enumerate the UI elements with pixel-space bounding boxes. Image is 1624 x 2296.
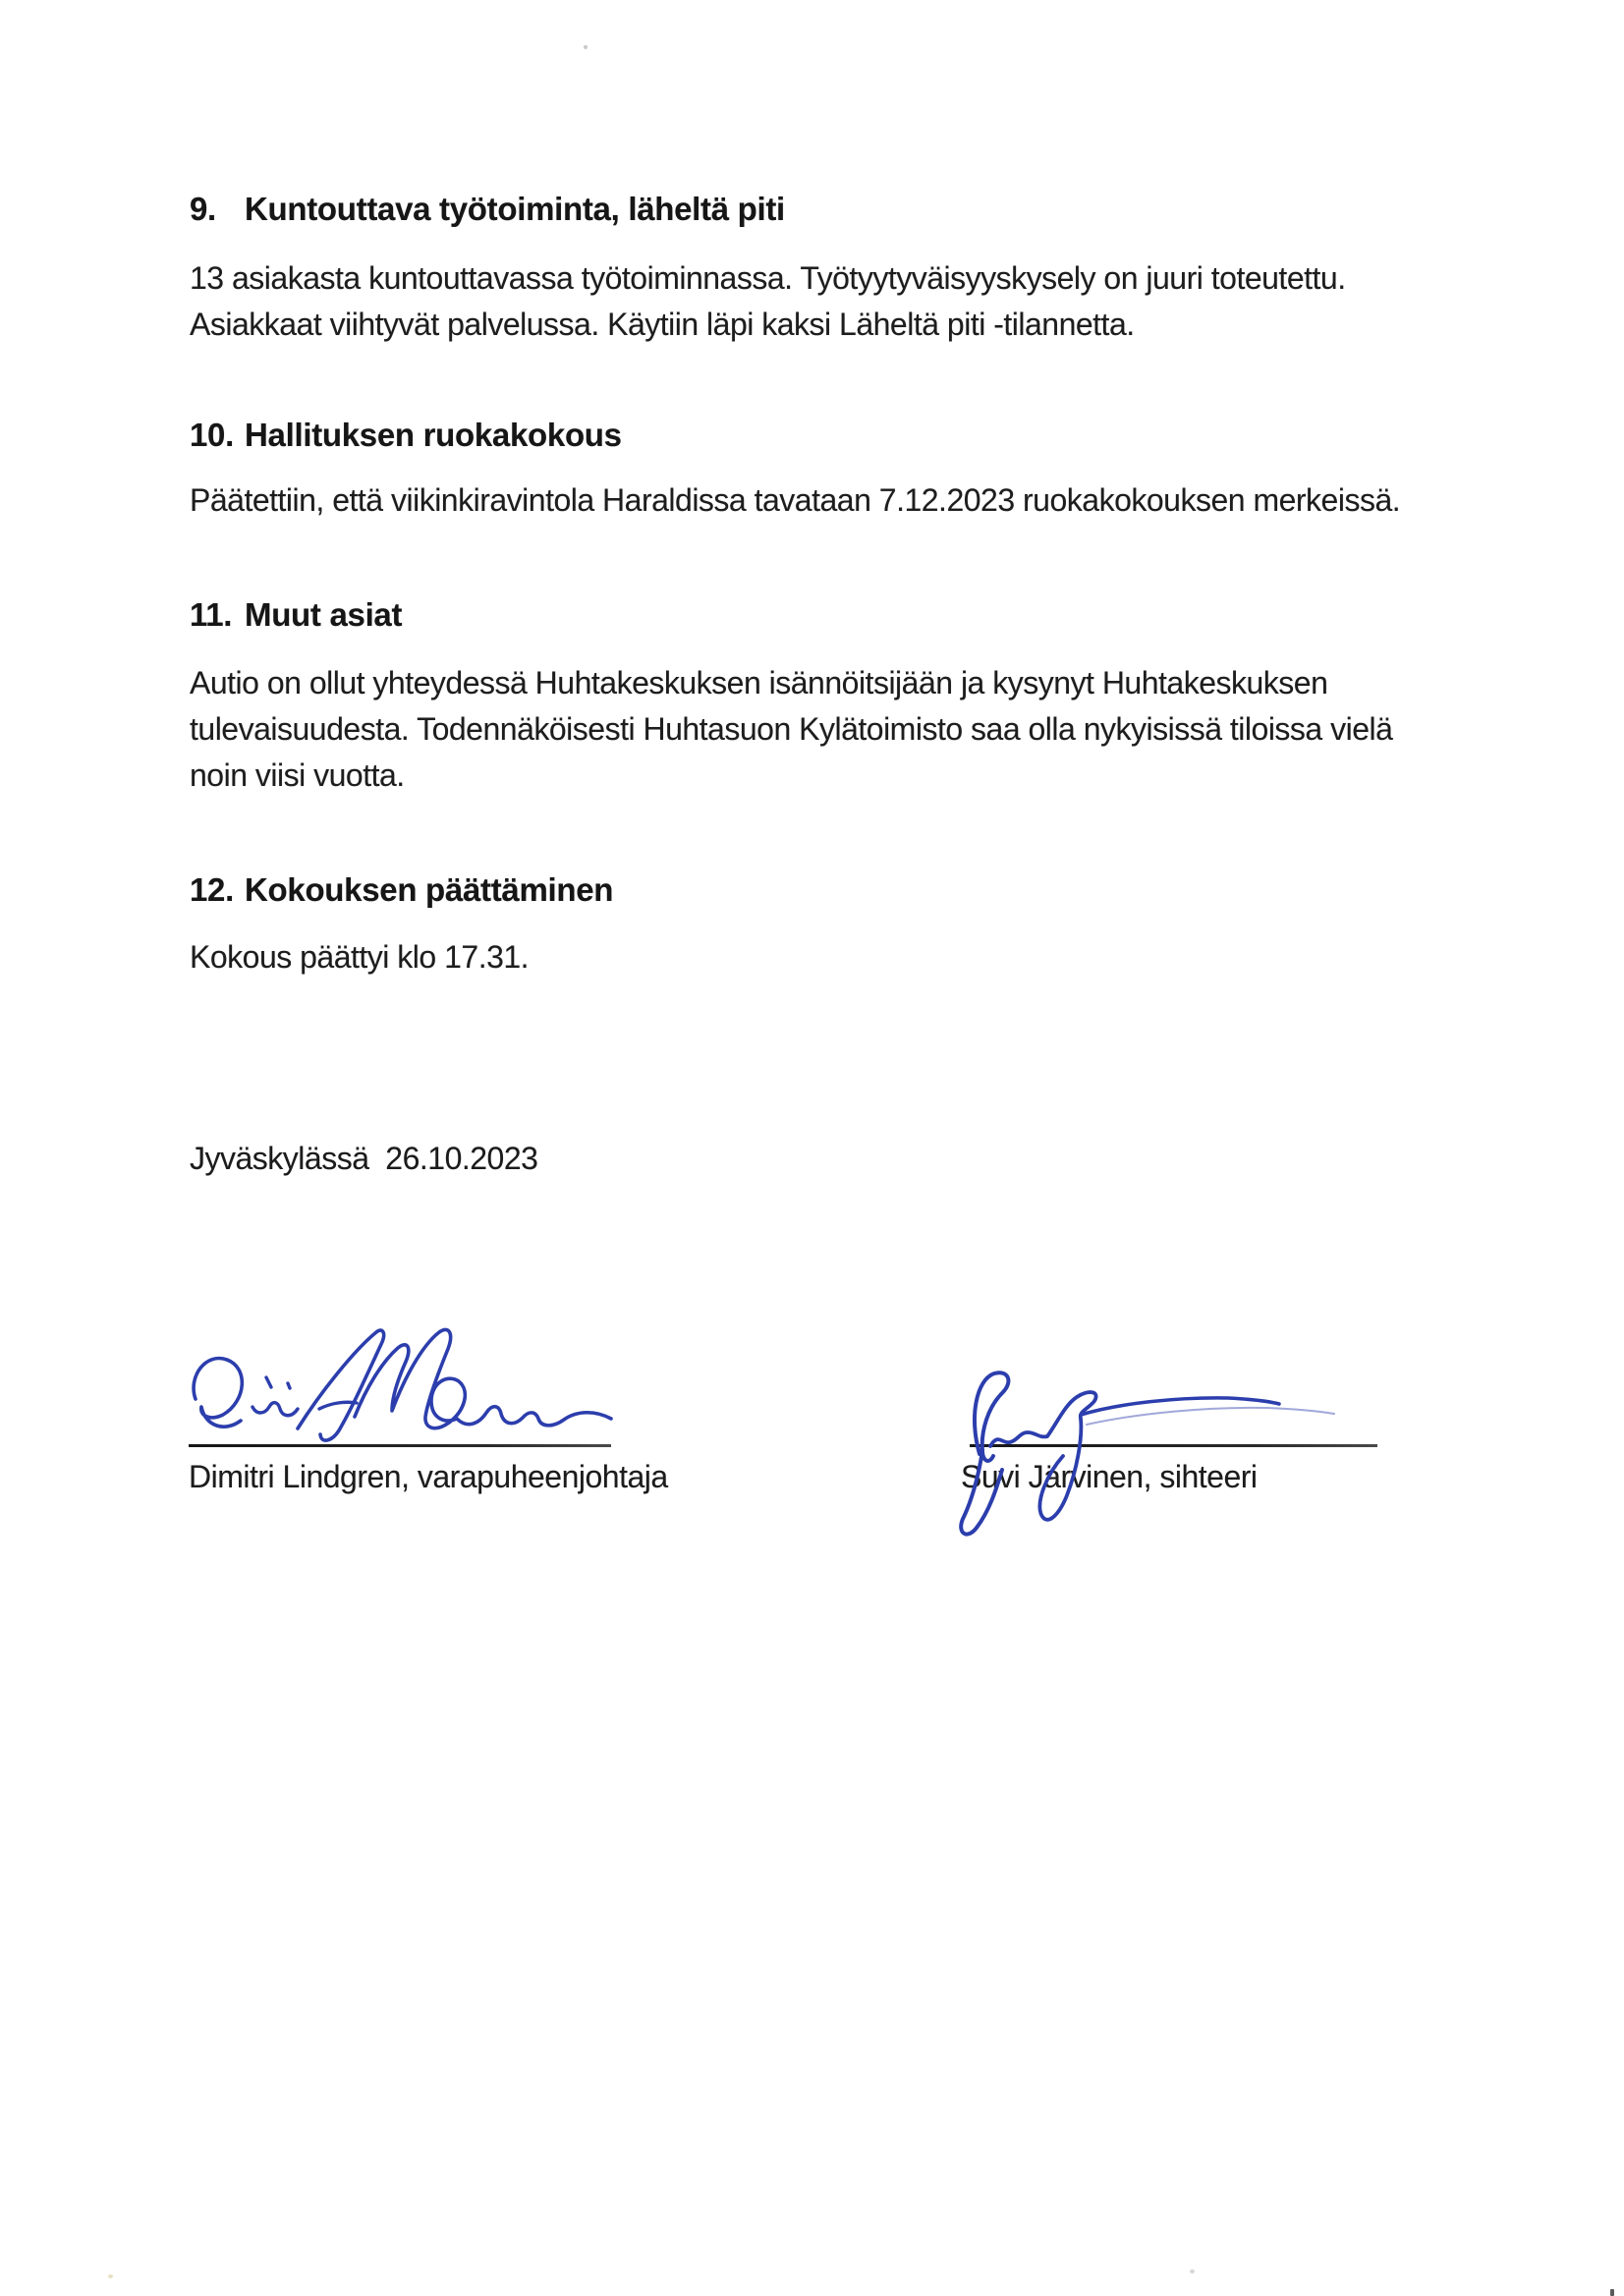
scan-speck <box>1610 2289 1614 2296</box>
section-11-number: 11. <box>190 596 233 633</box>
section-9-paragraph <box>190 255 1346 348</box>
paragraph-line: Asiakkaat viihtyvät palvelussa. Käytiin läpi kaksi Läheltä piti -tilannetta. <box>190 307 1135 342</box>
handwritten-signature-icon <box>172 1316 634 1454</box>
paragraph-line: Autio on ollut yhteydessä Huhtakeskuksen isännöitsijään ja kysynyt Huhtakeskuksen <box>190 665 1328 700</box>
scan-speck <box>584 45 588 49</box>
paragraph-line: tulevaisuudesta. Todennäköisesti Huhtasuon Kylätoimisto saa olla nykyisissä tiloissa vielä <box>190 711 1393 747</box>
paragraph-line: 13 asiakasta kuntouttavassa työtoiminnassa. Työtyytyväisyyskysely on juuri toteutettu. <box>190 260 1346 296</box>
section-11-paragraph <box>190 660 1392 799</box>
section-10-paragraph <box>190 477 1400 524</box>
section-12-heading <box>190 870 613 910</box>
handwritten-signature-icon <box>933 1354 1346 1545</box>
section-12-title: Kokouksen päättäminen <box>245 871 614 908</box>
section-12-number: 12. <box>190 871 234 908</box>
dateline: Jyväskylässä 26.10.2023 <box>190 1141 538 1176</box>
signature-caption: Suvi Järvinen, sihteeri <box>961 1459 1258 1494</box>
paragraph-line: noin viisi vuotta. <box>190 757 405 793</box>
section-9-number: 9. <box>190 191 216 227</box>
section-9-title: Kuntouttava työtoiminta, läheltä piti <box>245 191 785 227</box>
paragraph-line: Päätettiin, että viikinkiravintola Haraldissa tavataan 7.12.2023 ruokakokouksen merkeissä. <box>190 482 1401 518</box>
paragraph-line: Kokous päättyi klo 17.31. <box>190 939 530 975</box>
section-10-title: Hallituksen ruokakokous <box>245 417 622 453</box>
section-10-heading <box>190 416 622 455</box>
section-12-paragraph <box>190 934 529 980</box>
section-11-heading <box>190 595 402 635</box>
scan-speck <box>1190 2269 1195 2273</box>
signature-caption: Dimitri Lindgren, varapuheenjohtaja <box>189 1459 668 1494</box>
scan-speck <box>108 2274 113 2278</box>
section-11-title: Muut asiat <box>245 596 403 633</box>
section-10-number: 10. <box>190 417 234 453</box>
section-9-heading <box>190 190 785 229</box>
